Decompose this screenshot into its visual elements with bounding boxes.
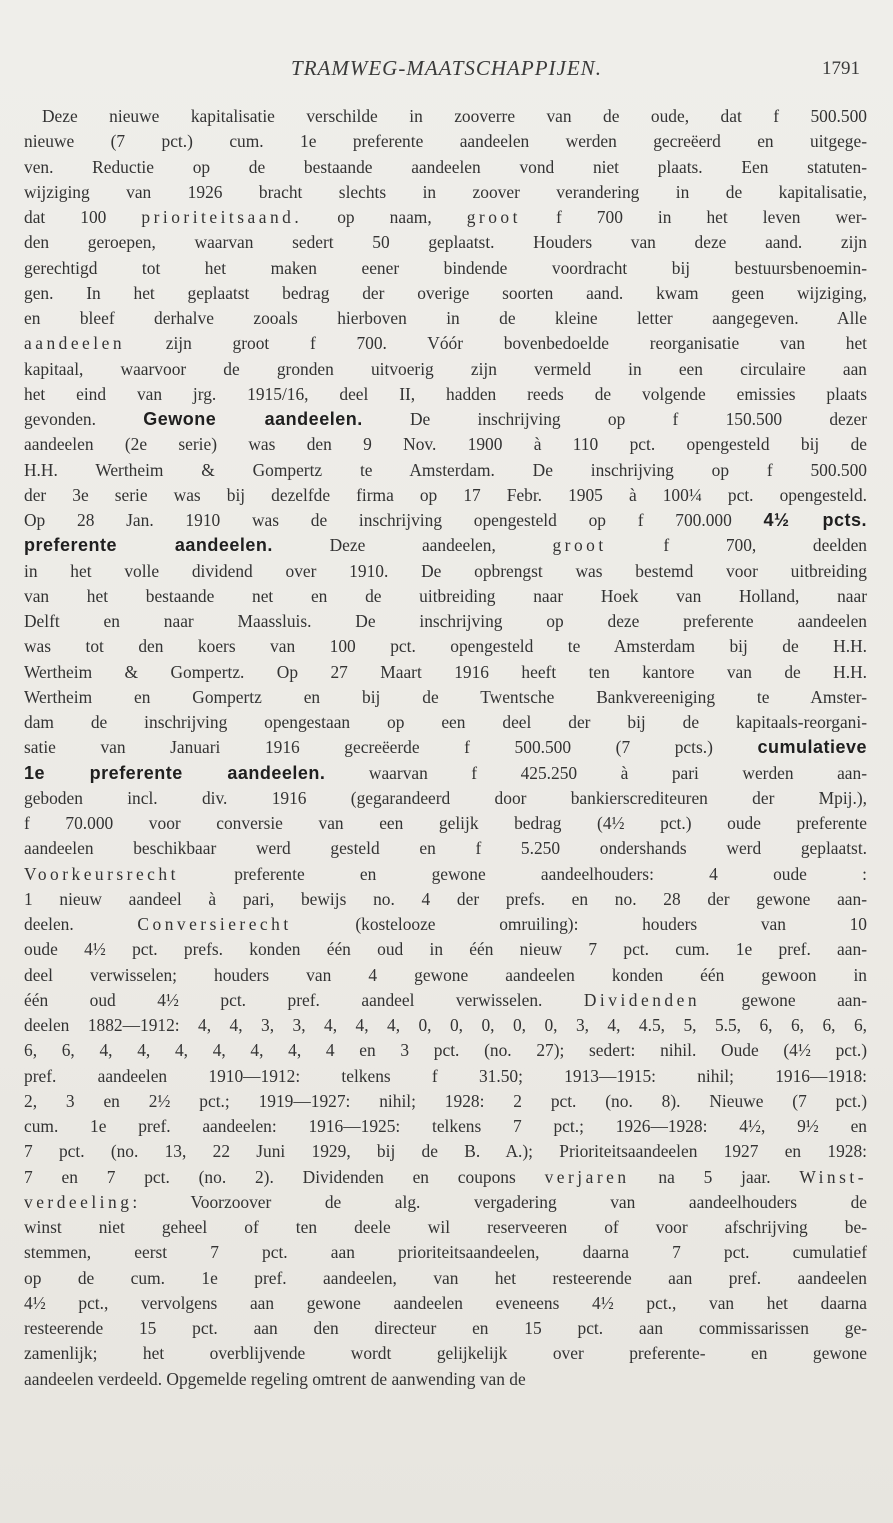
text-run: kapitaal, waarvoor de gronden uitvoerig zijn vermeld in een circulaire aan	[24, 358, 867, 379]
text-line	[24, 508, 867, 533]
text-line	[24, 205, 867, 230]
text-run: en bleef derhalve zooals hierboven in de kleine letter aangegeven. Alle	[24, 308, 867, 328]
text-line	[24, 256, 867, 281]
text-run: één oud 4½ pct. pref. aandeel verwisselen.	[24, 989, 584, 1010]
text-line	[24, 1089, 867, 1114]
text-line	[24, 1165, 867, 1190]
text-run: 4½ pct., vervolgens aan gewone aandeelen eveneens 4½ pct., van het daarna	[24, 1292, 867, 1313]
text-line	[24, 988, 867, 1013]
text-run: op de cum. 1e pref. aandeelen, van het resteerende aan pref. aandeelen	[24, 1267, 867, 1288]
text-run: 7 en 7 pct. (no. 2). Dividenden en coupons	[24, 1166, 545, 1187]
text-run: Deze nieuwe kapitalisatie verschilde in zooverre van de oude, dat f 500.500	[42, 106, 867, 126]
text-line	[24, 660, 867, 685]
text-run: Wertheim & Gompertz. Op 27 Maart 1916 heeft ten kantore van de H.H.	[24, 661, 867, 682]
text-line	[24, 1266, 867, 1291]
spaced-term: prioriteitsaand.	[141, 207, 303, 227]
text-line	[24, 432, 867, 457]
text-line	[24, 963, 867, 988]
text-run: deelen 1882—1912: 4, 4, 3, 3, 4, 4, 4, 0, 0, 0, 0, 0, 3, 4, 4.5, 5, 5.5, 6, 6, 6, 6,	[24, 1015, 867, 1035]
text-run: f 70.000 voor conversie van een gelijk bedrag (4½ pct.) oude preferente	[24, 813, 867, 833]
text-run: wijziging van 1926 bracht slechts in zoover verandering in de kapitalisatie,	[24, 181, 867, 202]
text-line	[24, 685, 867, 710]
text-run: oude 4½ pct. prefs. konden één oud in één nieuw 7 pct. cum. 1e pref. aan-	[24, 939, 867, 960]
text-run: zamenlijk; het overblijvende wordt gelijkelijk over preferente- en gewone	[24, 1343, 867, 1364]
bold-heading: 4½ pcts.	[763, 510, 867, 530]
text-run: dam de inschrijving opengestaan op een deel der bij de kapitaals-reorgani-	[24, 712, 867, 732]
text-run: 2, 3 en 2½ pct.; 1919—1927: nihil; 1928: 2 pct. (no. 8). Nieuwe (7 pct.)	[24, 1090, 867, 1111]
text-line	[24, 1316, 867, 1341]
page-number: 1791	[822, 58, 860, 79]
spaced-term: Dividenden	[583, 989, 701, 1010]
text-run: gen. In het geplaatst bedrag der overige soorten aand. kwam geen wijziging,	[24, 282, 867, 303]
text-run: aandeelen (2e serie) was den 9 Nov. 1900 à 110 pct. opengesteld bij de	[24, 434, 867, 455]
text-run: f 700 in het leven wer-	[520, 207, 867, 227]
text-line	[24, 129, 867, 154]
text-run: pref. aandeelen 1910—1912: telkens f 31.50; 1913—1915: nihil; 1916—1918:	[24, 1065, 867, 1086]
text-line	[24, 1139, 867, 1164]
text-run: ven. Reductie op de bestaande aandeelen vond niet plaats. Een statuten-	[24, 156, 867, 177]
body-text	[24, 104, 867, 1392]
text-line	[24, 281, 867, 306]
text-line	[24, 382, 867, 407]
text-run: van het bestaande net en de uitbreiding naar Hoek van Holland, naar	[24, 585, 867, 606]
text-run: in het volle dividend over 1910. De opbrengst was bestemd voor uitbreiding	[24, 560, 867, 581]
text-line	[24, 1064, 867, 1089]
text-run: : Voorzoover de alg. vergadering van aandeelhouders de	[132, 1191, 867, 1212]
text-run: op naam,	[302, 207, 467, 227]
spaced-term: verdeeling	[24, 1191, 133, 1212]
text-run: Op 28 Jan. 1910 was de inschrijving opengesteld op f 700.000	[24, 510, 764, 530]
text-run: Delft en naar Maassluis. De inschrijving op deze preferente aandeelen	[24, 611, 867, 631]
text-line	[24, 1038, 867, 1063]
text-line	[24, 836, 867, 861]
spaced-term: aandeelen	[24, 333, 126, 354]
text-line	[24, 306, 867, 331]
text-line	[24, 862, 867, 887]
text-run: 1 nieuw aandeel à pari, bewijs no. 4 der prefs. en no. 28 der gewone aan-	[24, 888, 867, 909]
text-run: Wertheim en Gompertz en bij de Twentsche Bankvereeniging te Amster-	[24, 686, 867, 707]
text-run: dat 100	[24, 207, 142, 227]
text-line	[24, 1013, 867, 1038]
text-line	[24, 912, 867, 937]
text-run: zijn groot f 700. Vóór bovenbedoelde reorganisatie van het	[125, 333, 867, 354]
text-run: f 700, deelden	[606, 535, 867, 556]
text-run: deelen.	[24, 914, 138, 934]
text-line	[24, 1367, 867, 1392]
text-run: na 5 jaar.	[629, 1166, 800, 1187]
text-run: stemmen, eerst 7 pct. aan prioriteitsaandeelen, daarna 7 pct. cumulatief	[24, 1242, 867, 1263]
text-line	[24, 937, 867, 962]
bold-heading: 1e preferente aandeelen.	[24, 762, 326, 783]
text-run: 6, 6, 4, 4, 4, 4, 4, 4, 4 en 3 pct. (no. 27); sedert: nihil. Oude (4½ pct.)	[24, 1040, 867, 1061]
text-line	[24, 1190, 867, 1215]
running-header	[0, 50, 893, 84]
text-run: gewone aan-	[700, 989, 867, 1010]
text-line	[24, 357, 867, 382]
spaced-term: groot	[552, 535, 607, 556]
text-line	[24, 1240, 867, 1265]
text-run: satie van Januari 1916 gecreëerde f 500.500 (7 pcts.)	[24, 737, 758, 758]
text-run: aandeelen verdeeld. Opgemelde regeling omtrent de aanwending van de	[24, 1368, 526, 1389]
text-run: het eind van jrg. 1915/16, deel II, hadden reeds de volgende emissies plaats	[24, 383, 867, 404]
text-run: den geroepen, waarvan sedert 50 geplaatst. Houders van deze aand. zijn	[24, 232, 867, 253]
text-line	[24, 1215, 867, 1240]
text-line	[24, 331, 867, 356]
text-run: cum. 1e pref. aandeelen: 1916—1925: telkens 7 pct.; 1926—1928: 4½, 9½ en	[24, 1116, 867, 1136]
text-line	[24, 710, 867, 735]
running-title: TRAMWEG-MAATSCHAPPIJEN.	[291, 56, 602, 80]
text-line	[24, 483, 867, 508]
text-line	[24, 180, 867, 205]
spaced-term: verjaren	[544, 1166, 630, 1187]
text-run: resteerende 15 pct. aan den directeur en 15 pct. aan commissarissen ge-	[24, 1318, 867, 1338]
text-run: Deze aandeelen,	[272, 535, 553, 556]
text-run: nieuwe (7 pct.) cum. 1e preferente aandeelen werden gecreëerd en uitgege-	[24, 131, 867, 152]
text-line	[24, 407, 867, 432]
text-line	[24, 634, 867, 659]
text-line	[24, 887, 867, 912]
spaced-term: Winst-	[799, 1166, 867, 1187]
text-line	[24, 735, 867, 760]
text-run: H.H. Wertheim & Gompertz te Amsterdam. De inschrijving op f 500.500	[24, 459, 867, 480]
text-run: waarvan f 425.250 à pari werden aan-	[325, 762, 867, 783]
text-run: deel verwisselen; houders van 4 gewone aandeelen konden één gewoon in	[24, 964, 867, 985]
text-line	[24, 609, 867, 634]
text-line	[24, 786, 867, 811]
text-line	[24, 230, 867, 255]
text-run: (kostelooze omruiling): houders van 10	[291, 914, 867, 934]
text-run: der 3e serie was bij dezelfde firma op 17 Febr. 1905 à 100¼ pct. opengesteld.	[24, 484, 867, 505]
bold-heading: preferente aandeelen.	[24, 535, 273, 556]
spaced-term: Conversierecht	[137, 914, 292, 934]
text-run: De inschrijving op f 150.500 dezer	[362, 409, 867, 429]
bold-heading: Gewone aandeelen.	[143, 409, 363, 429]
text-run: preferente en gewone aandeelhouders: 4 oude :	[178, 863, 867, 884]
text-line	[24, 1291, 867, 1316]
text-line	[24, 1341, 867, 1366]
text-run: geboden incl. div. 1916 (gegarandeerd door bankierscrediteuren der Mpij.),	[24, 787, 867, 808]
text-run: gevonden.	[24, 409, 144, 429]
text-line	[24, 1114, 867, 1139]
text-line	[24, 559, 867, 584]
text-line	[24, 584, 867, 609]
text-run: aandeelen beschikbaar werd gesteld en f 5.250 ondershands werd geplaatst.	[24, 838, 867, 859]
text-run: 7 pct. (no. 13, 22 Juni 1929, bij de B. A.); Prioriteitsaandeelen 1927 en 1928:	[24, 1141, 867, 1162]
text-run: gerechtigd tot het maken eener bindende voordracht bij bestuursbenoemin-	[24, 257, 867, 278]
text-line	[24, 811, 867, 836]
spaced-term: groot	[466, 207, 521, 227]
spaced-term: Voorkeursrecht	[24, 863, 179, 884]
text-line	[24, 104, 867, 129]
text-line	[24, 533, 867, 558]
text-line	[24, 458, 867, 483]
text-line	[24, 155, 867, 180]
text-run: was tot den koers van 100 pct. opengesteld te Amsterdam bij de H.H.	[24, 636, 867, 657]
text-line	[24, 761, 867, 786]
text-run: winst niet geheel of ten deele wil reserveeren of voor afschrijving be-	[24, 1217, 867, 1237]
bold-heading: cumulatieve	[757, 737, 867, 758]
